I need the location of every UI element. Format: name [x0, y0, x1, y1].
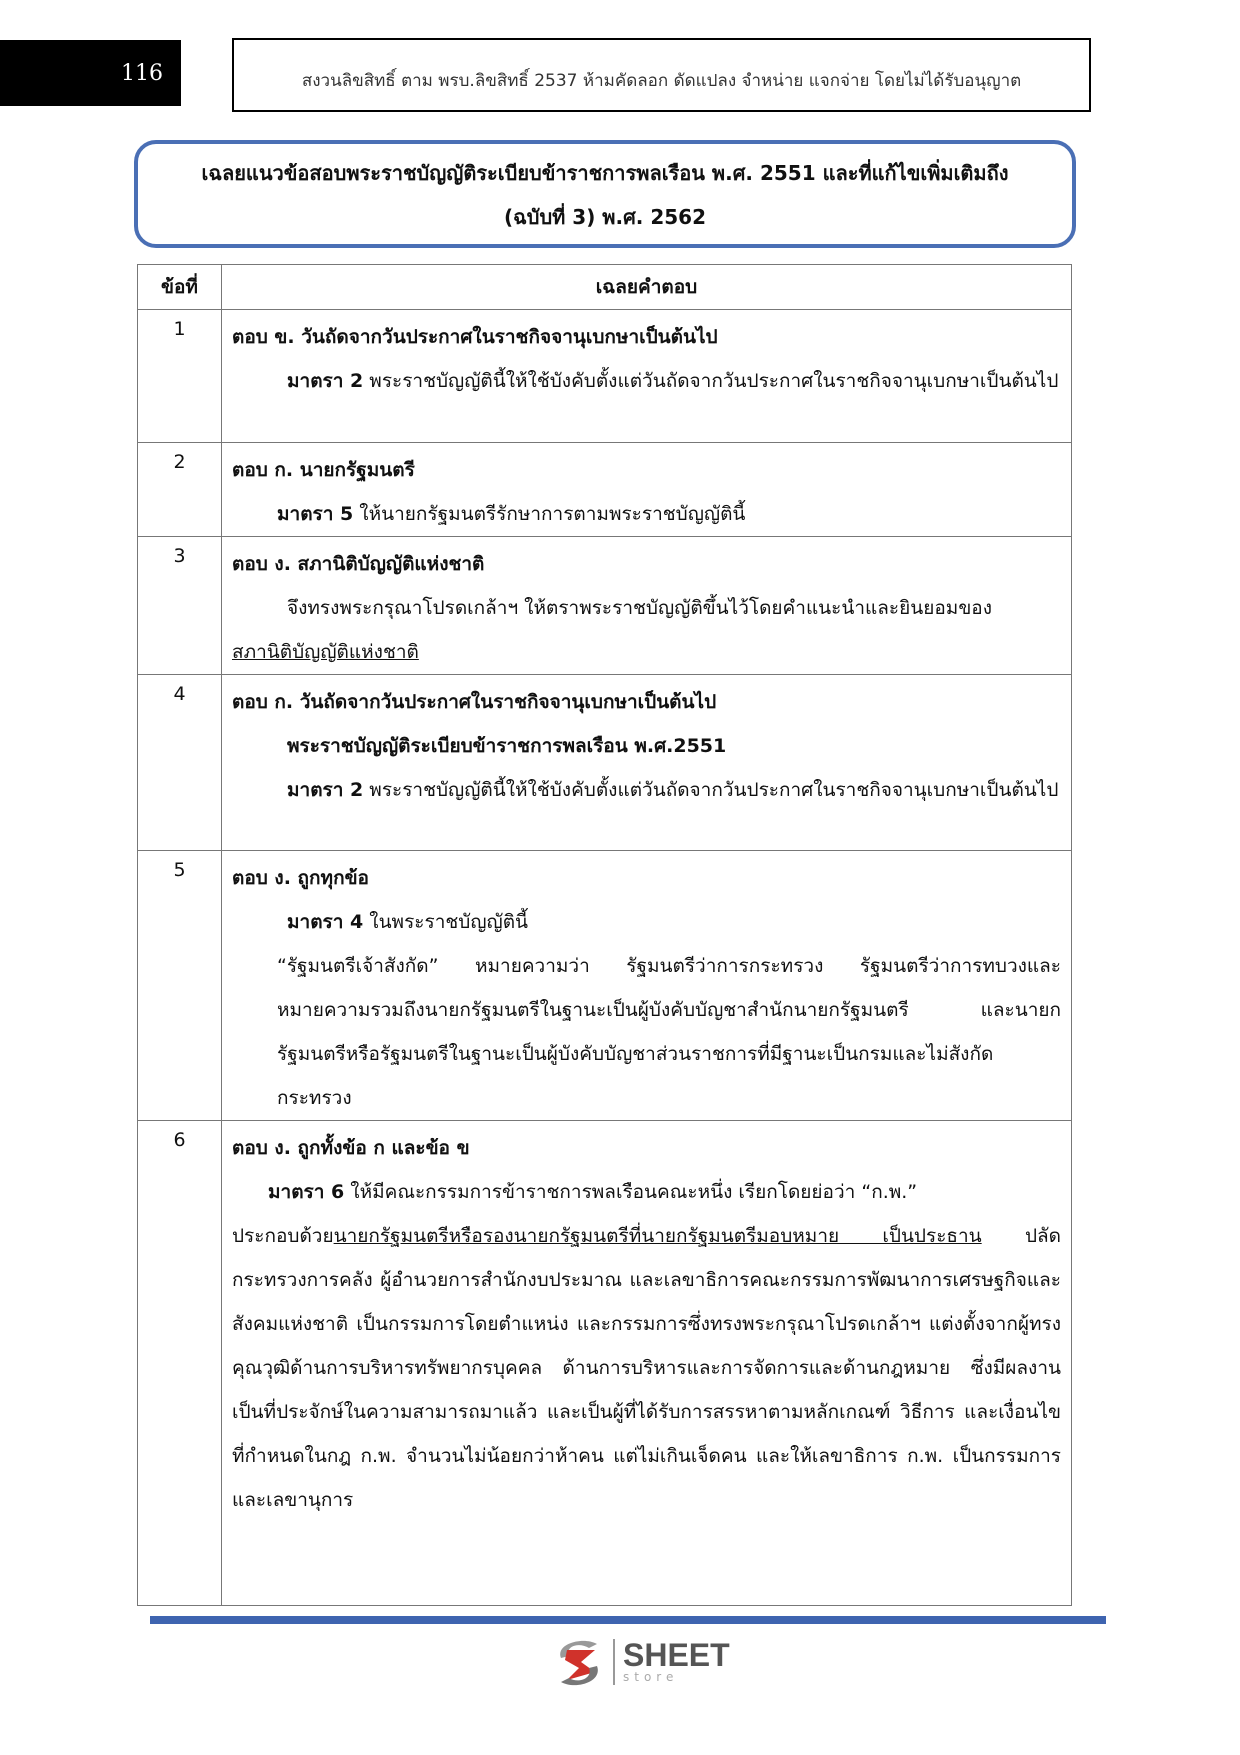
logo-text: SHEET: [623, 1637, 730, 1673]
underlined-text: สภานิติบัญญัติแห่งชาติ: [232, 641, 419, 663]
table-row: [138, 1121, 1072, 1606]
title-line-1: เฉลยแนวข้อสอบพระราชบัญญัติระเบียบข้าราชการพลเรือน พ.ศ. 2551 และที่แก้ไขเพิ่มเติมถึง: [201, 161, 1009, 185]
logo-s-icon: [553, 1636, 605, 1688]
section-text: พระราชบัญญัตินี้ให้ใช้บังคับตั้งแต่วันถัดจากวันประกาศในราชกิจจานุเบกษาเป็นต้นไป: [363, 370, 1059, 392]
section-text: ให้นายกรัฐมนตรีรักษาการตามพระราชบัญญัตินี้: [353, 503, 746, 525]
page-title: [134, 140, 1076, 248]
table-row: [138, 675, 1072, 851]
body-text: ปลัดกระทรวงการคลัง ผู้อำนวยการสำนักงบประมาณ และเลขาธิการคณะกรรมการพัฒนาการเศรษฐกิจและสังคมแห่งชาติ เป็นกรรมการโดยตำแหน่ง และกรรมการซึ่งทรงพระกรุณาโปรดเกล้าฯ แต่งตั้งจากผู้ทรงคุณวุฒิด้านการบริหารทรัพยากรบุคคล ด้านการบริหารและการจัดการและด้านกฎหมาย ซึ่งมีผลงานเป็นที่ประจักษ์ในความสามารถมาแล้ว และเป็นผู้ที่ได้รับการสรรหาตามหลักเกณฑ์ วิธีการ และเงื่อนไขที่กำหนดในกฎ ก.พ. จำนวนไม่น้อยกว่าห้าคน แต่ไม่เกินเจ็ดคน และให้เลขาธิการ ก.พ. เป็นกรรมการและเลขานุการ: [232, 1225, 1061, 1511]
table-header: [138, 265, 1072, 310]
row-number: 6: [138, 1121, 222, 1606]
table-row: [138, 443, 1072, 537]
footer-divider: [150, 1616, 1106, 1624]
section-text: พระราชบัญญัตินี้ให้ใช้บังคับตั้งแต่วันถัดจากวันประกาศในราชกิจจานุเบกษาเป็นต้นไป: [363, 779, 1059, 801]
section: มาตรา 6: [268, 1181, 345, 1203]
answer: ตอบ ง. ถูกทุกข้อ: [232, 867, 369, 889]
row-number: 4: [138, 675, 222, 851]
section-text: ในพระราชบัญญัตินี้: [363, 911, 529, 933]
section: มาตรา 4: [287, 911, 364, 933]
col-answer: เฉลยคำตอบ: [222, 265, 1072, 310]
underlined-text: นายกรัฐมนตรีหรือรองนายกรัฐมนตรีที่นายกรัฐมนตรีมอบหมาย เป็นประธาน: [333, 1225, 982, 1247]
col-number: ข้อที่: [138, 265, 222, 310]
section: มาตรา 5: [277, 503, 354, 525]
answer: ตอบ ก. นายกรัฐมนตรี: [232, 459, 415, 481]
body-prefix: ประกอบด้วย: [232, 1225, 334, 1247]
section: มาตรา 2: [287, 779, 364, 801]
row-number: 3: [138, 537, 222, 675]
table-row: [138, 537, 1072, 675]
row-number: 2: [138, 443, 222, 537]
row-number: 1: [138, 310, 222, 443]
copyright-notice: สงวนลิขสิทธิ์ ตาม พรบ.ลิขสิทธิ์ 2537 ห้ามคัดลอก ดัดแปลง จำหน่าย แจกจ่าย โดยไม่ได้รับอนุญาต: [232, 38, 1091, 112]
body-text: จึงทรงพระกรุณาโปรดเกล้าฯ ให้ตราพระราชบัญญัติขึ้นไว้โดยคำแนะนำและยินยอมของ: [287, 597, 992, 619]
answer-cell: [222, 443, 1072, 537]
answer-table: [137, 264, 1072, 1606]
answer: ตอบ ก. วันถัดจากวันประกาศในราชกิจจานุเบกษาเป็นต้นไป: [232, 691, 717, 713]
answer-cell: [222, 537, 1072, 675]
answer: ตอบ ง. สภานิติบัญญัติแห่งชาติ: [232, 553, 485, 575]
section: มาตรา 2: [287, 370, 364, 392]
answer-cell: [222, 1121, 1072, 1606]
answer-cell: [222, 675, 1072, 851]
answer-cell: [222, 851, 1072, 1121]
answer: ตอบ ข. วันถัดจากวันประกาศในราชกิจจานุเบกษาเป็นต้นไป: [232, 326, 718, 348]
table-row: [138, 851, 1072, 1121]
title-line-2: (ฉบับที่ 3) พ.ศ. 2562: [503, 205, 707, 229]
section-text: ให้มีคณะกรรมการข้าราชการพลเรือนคณะหนึ่ง เรียกโดยย่อว่า “ก.พ.”: [344, 1181, 918, 1203]
sheet-store-logo: [553, 1636, 730, 1688]
logo-subtext: store: [623, 1670, 679, 1684]
act-title: พระราชบัญญัติระเบียบข้าราชการพลเรือน พ.ศ.2551: [287, 735, 727, 757]
body-text: “รัฐมนตรีเจ้าสังกัด” หมายความว่า รัฐมนตรีว่าการกระทรวง รัฐมนตรีว่าการทบวงและหมายความรวมถึงนายกรัฐมนตรีในฐานะเป็นผู้บังคับบัญชาสำนักนายกรัฐมนตรี และนายกรัฐมนตรีหรือรัฐมนตรีในฐานะเป็นผู้บังคับบัญชาส่วนราชการที่มีฐานะเป็นกรมและไม่สังกัดกระทรวง: [277, 955, 1061, 1109]
page-number: 116: [0, 40, 181, 106]
row-number: 5: [138, 851, 222, 1121]
answer-cell: [222, 310, 1072, 443]
answer: ตอบ ง. ถูกทั้งข้อ ก และข้อ ข: [232, 1137, 470, 1159]
table-row: [138, 310, 1072, 443]
